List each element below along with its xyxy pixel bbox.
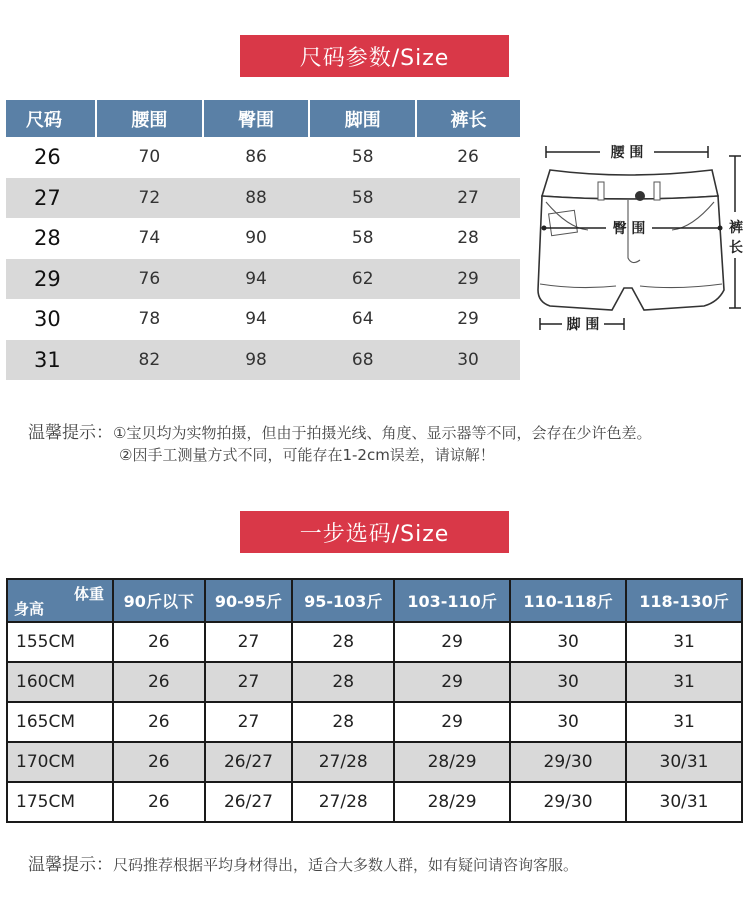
size-row <box>6 218 520 259</box>
size-header-hip: 臀围 <box>203 100 310 137</box>
hem-label: 脚 围 <box>566 317 600 333</box>
size-cell: 26 <box>113 782 205 822</box>
size-cell: 58 <box>309 178 416 219</box>
shorts-body-shape <box>538 196 724 310</box>
size-cell: 29 <box>457 309 479 330</box>
weight-header: 90斤以下 <box>113 579 205 622</box>
size-cell: 94 <box>245 309 267 330</box>
size-cell: 26 <box>113 662 205 702</box>
size-cell: 29 <box>394 622 510 662</box>
size-cell: 70 <box>138 147 161 168</box>
height-label: 身高 <box>14 600 45 618</box>
size-header-size: 尺码 <box>6 100 96 137</box>
size-pick-banner <box>240 511 509 553</box>
size-cell: 28 <box>292 622 394 662</box>
size-cell: 26 <box>113 622 205 662</box>
size-cell: 82 <box>96 340 203 381</box>
size-cell: 30/31 <box>626 742 742 782</box>
size-row <box>6 178 520 219</box>
waistband-shape <box>542 170 718 199</box>
size-cell: 58 <box>351 147 374 168</box>
height-cell: 175CM <box>7 782 113 822</box>
size-recommendation-table <box>6 578 743 823</box>
size-cell: 62 <box>309 259 416 300</box>
weight-header: 90-95斤 <box>205 579 293 622</box>
size-cell: 28/29 <box>394 782 510 822</box>
tips-line-1 <box>28 418 651 443</box>
hip-label: 臀 围 <box>612 221 646 237</box>
size-cell: 27/28 <box>292 782 394 822</box>
weight-label: 体重 <box>73 585 104 603</box>
size-cell: 98 <box>203 340 310 381</box>
size-cell: 27 <box>205 622 293 662</box>
tips-bottom-lead: 温馨提示： <box>28 855 113 875</box>
size-cell: 31 <box>626 622 742 662</box>
size-header-hem: 脚围 <box>309 100 416 137</box>
size-cell: 27 <box>205 702 293 742</box>
length-label-top: 裤 <box>729 220 743 236</box>
size-row <box>6 299 520 340</box>
size-row <box>6 340 520 381</box>
recommendation-row <box>7 622 742 662</box>
tips-lead: 温馨提示： <box>28 423 113 443</box>
size-cell: 30 <box>510 622 626 662</box>
tips-bottom <box>28 850 578 875</box>
size-cell: 28 <box>457 228 479 249</box>
size-cell: 86 <box>245 147 267 168</box>
size-row <box>6 259 520 300</box>
size-cell: 31 <box>6 340 96 381</box>
tips-line-2 <box>119 444 495 465</box>
size-params-banner <box>240 35 509 77</box>
recommendation-row <box>7 742 742 782</box>
size-cell: 29 <box>416 259 520 300</box>
size-header-length: 裤长 <box>416 100 520 137</box>
size-cell: 64 <box>351 309 374 330</box>
size-cell: 30 <box>34 307 61 332</box>
recommendation-row <box>7 782 742 822</box>
size-cell: 27 <box>416 178 520 219</box>
height-cell: 155CM <box>7 622 113 662</box>
button-icon <box>635 191 645 201</box>
corner-header <box>7 579 113 622</box>
size-cell: 30 <box>510 662 626 702</box>
size-cell: 78 <box>138 309 161 330</box>
size-table <box>6 100 520 380</box>
size-cell: 88 <box>203 178 310 219</box>
size-pick-title: 一步选码/Size <box>299 521 450 547</box>
size-cell: 26 <box>113 702 205 742</box>
size-cell: 28 <box>292 662 394 702</box>
waist-label: 腰 围 <box>610 145 644 161</box>
size-cell: 31 <box>626 702 742 742</box>
size-cell: 29/30 <box>510 742 626 782</box>
tips-text-2: ②因手工测量方式不同，可能存在1-2cm误差，请谅解！ <box>119 446 495 464</box>
size-cell: 28 <box>292 702 394 742</box>
size-cell: 27/28 <box>292 742 394 782</box>
size-cell: 94 <box>203 259 310 300</box>
height-cell: 165CM <box>7 702 113 742</box>
size-cell: 26 <box>34 145 61 170</box>
size-cell: 58 <box>351 228 374 249</box>
size-cell: 26 <box>457 147 479 168</box>
size-cell: 72 <box>96 178 203 219</box>
size-cell: 30/31 <box>626 782 742 822</box>
recommendation-row <box>7 702 742 742</box>
length-label-bottom: 长 <box>729 240 743 256</box>
size-params-title: 尺码参数/Size <box>299 45 450 71</box>
size-cell: 26/27 <box>205 742 293 782</box>
size-cell: 28/29 <box>394 742 510 782</box>
size-cell: 30 <box>416 340 520 381</box>
recommendation-header <box>7 579 742 622</box>
height-cell: 160CM <box>7 662 113 702</box>
size-cell: 27 <box>205 662 293 702</box>
size-cell: 76 <box>96 259 203 300</box>
size-row <box>6 137 520 178</box>
size-cell: 68 <box>309 340 416 381</box>
weight-header: 110-118斤 <box>510 579 626 622</box>
size-cell: 26/27 <box>205 782 293 822</box>
recommendation-row <box>7 662 742 702</box>
size-table-header <box>6 100 520 137</box>
size-cell: 31 <box>626 662 742 702</box>
weight-header: 95-103斤 <box>292 579 394 622</box>
size-cell: 30 <box>510 702 626 742</box>
shorts-measurement-diagram <box>528 138 750 338</box>
size-cell: 29 <box>394 702 510 742</box>
size-cell: 29 <box>394 662 510 702</box>
tips-bottom-text: 尺码推荐根据平均身材得出，适合大多数人群，如有疑问请咨询客服。 <box>113 856 579 874</box>
size-cell: 28 <box>34 226 61 251</box>
size-cell: 74 <box>138 228 161 249</box>
size-cell: 29/30 <box>510 782 626 822</box>
weight-header: 118-130斤 <box>626 579 742 622</box>
weight-header: 103-110斤 <box>394 579 510 622</box>
size-cell: 26 <box>113 742 205 782</box>
size-cell: 90 <box>245 228 267 249</box>
size-header-waist: 腰围 <box>96 100 203 137</box>
size-cell: 29 <box>6 259 96 300</box>
tips-text-1: ①宝贝均为实物拍摄，但由于拍摄光线、角度、显示器等不同，会存在少许色差。 <box>113 424 652 442</box>
height-cell: 170CM <box>7 742 113 782</box>
size-cell: 27 <box>6 178 96 219</box>
